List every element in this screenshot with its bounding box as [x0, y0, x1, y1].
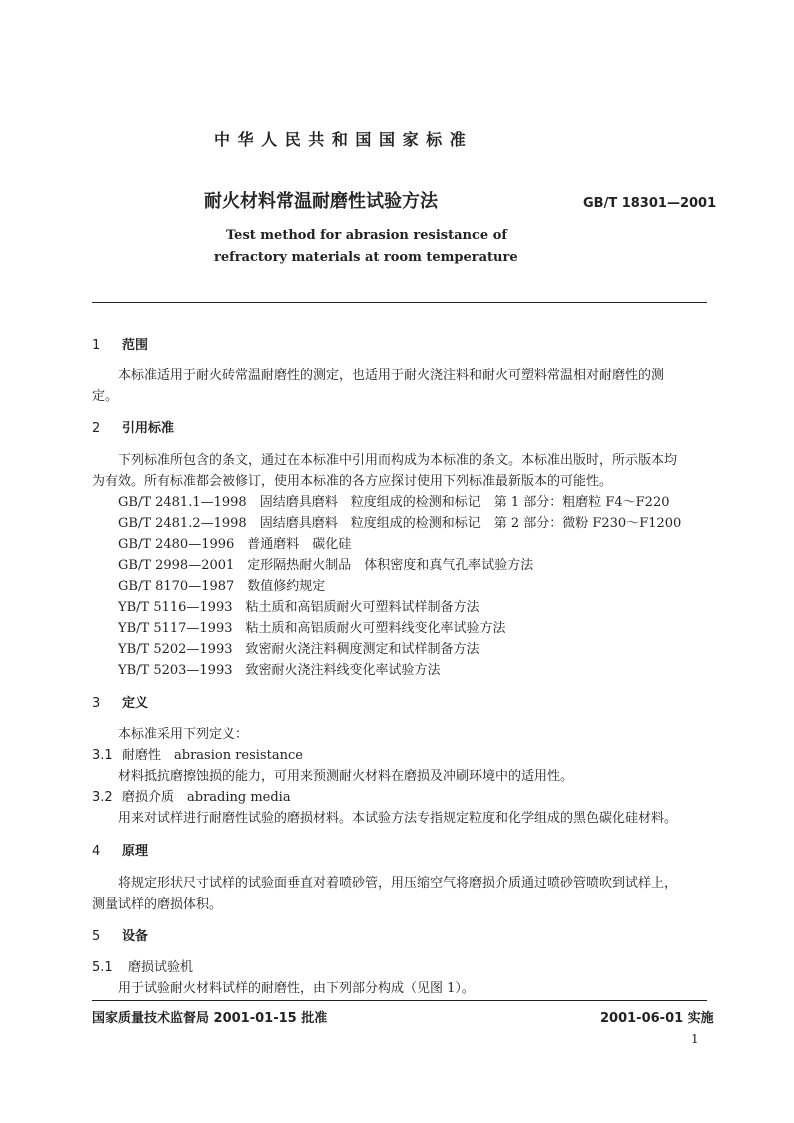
- header-divider: [92, 302, 707, 303]
- footer-divider: [92, 1000, 707, 1001]
- paragraph-line: 用于试验耐火材料试样的耐磨性，由下列部分构成（见图 1）。: [118, 981, 475, 996]
- reference-item: YB/T 5202—1993 致密耐火浇注料稠度测定和试样制备方法: [118, 642, 480, 657]
- standard-number: GB/T 18301—2001: [583, 196, 717, 211]
- national-standard-heading: 中 华 人 民 共 和 国 国 家 标 准: [214, 130, 467, 149]
- reference-item: YB/T 5117—1993 粘土质和高铝质耐火可塑料线变化率试验方法: [118, 621, 506, 636]
- paragraph-line: 将规定形状尺寸试样的试验面垂直对着喷砂管，用压缩空气将磨损介质通过喷砂管喷吹到试样上，: [118, 876, 678, 891]
- reference-item: GB/T 2481.2—1998 固结磨具磨料 粒度组成的检测和标记 第 2 部分：微粉 F230～F1200: [118, 516, 682, 531]
- section-heading: 5 设备: [92, 929, 149, 944]
- reference-item: GB/T 2481.1—1998 固结磨具磨料 粒度组成的检测和标记 第 1 部分：粗磨粒 F4～F220: [118, 495, 670, 510]
- section-heading: 4 原理: [92, 844, 149, 859]
- paragraph-line: 定。: [92, 389, 119, 404]
- paragraph-line: 本标准采用下列定义：: [118, 727, 249, 742]
- document-title-en-line2: refractory materials at room temperature: [214, 250, 518, 265]
- reference-item: GB/T 8170—1987 数值修约规定: [118, 579, 326, 594]
- effective-date: 2001-06-01 实施: [600, 1011, 714, 1026]
- reference-item: GB/T 2998—2001 定形隔热耐火制品 体积密度和真气孔率试验方法: [118, 558, 534, 573]
- reference-item: YB/T 5203—1993 致密耐火浇注料线变化率试验方法: [118, 663, 441, 678]
- reference-item: GB/T 2480—1996 普通磨料 碳化硅: [118, 537, 352, 552]
- section-heading: 3 定义: [92, 696, 149, 711]
- definition-term: 3.1 耐磨性 abrasion resistance: [92, 748, 303, 763]
- approval-line: 国家质量技术监督局 2001-01-15 批准: [92, 1011, 328, 1026]
- definition-text: 用来对试样进行耐磨性试验的磨损材料。本试验方法专指规定粒度和化学组成的黑色碳化硅材料。: [118, 811, 678, 826]
- reference-item: YB/T 5116—1993 粘土质和高铝质耐火可塑料试样制备方法: [118, 600, 480, 615]
- page-number: 1: [691, 1032, 699, 1046]
- subsection-heading: 5.1 磨损试验机: [92, 960, 194, 975]
- paragraph-line: 为有效。所有标准都会被修订，使用本标准的各方应探讨使用下列标准最新版本的可能性。: [92, 474, 613, 489]
- document-title-en-line1: Test method for abrasion resistance of: [226, 228, 507, 243]
- definition-term: 3.2 磨损介质 abrading media: [92, 790, 291, 805]
- section-heading: 2 引用标准: [92, 421, 175, 436]
- section-heading: 1 范围: [92, 338, 149, 353]
- paragraph-line: 下列标准所包含的条文，通过在本标准中引用而构成为本标准的条文。本标准出版时，所示版本均: [118, 453, 678, 468]
- paragraph-line: 本标准适用于耐火砖常温耐磨性的测定，也适用于耐火浇注料和耐火可塑料常温相对耐磨性的测: [118, 368, 665, 383]
- paragraph-line: 测量试样的磨损体积。: [92, 897, 223, 912]
- normative-reference-list: [118, 492, 681, 681]
- definition-text: 材料抵抗磨擦蚀损的能力，可用来预测耐火材料在磨损及冲刷环境中的适用性。: [118, 769, 574, 784]
- document-title-cn: 耐火材料常温耐磨性试验方法: [204, 191, 438, 212]
